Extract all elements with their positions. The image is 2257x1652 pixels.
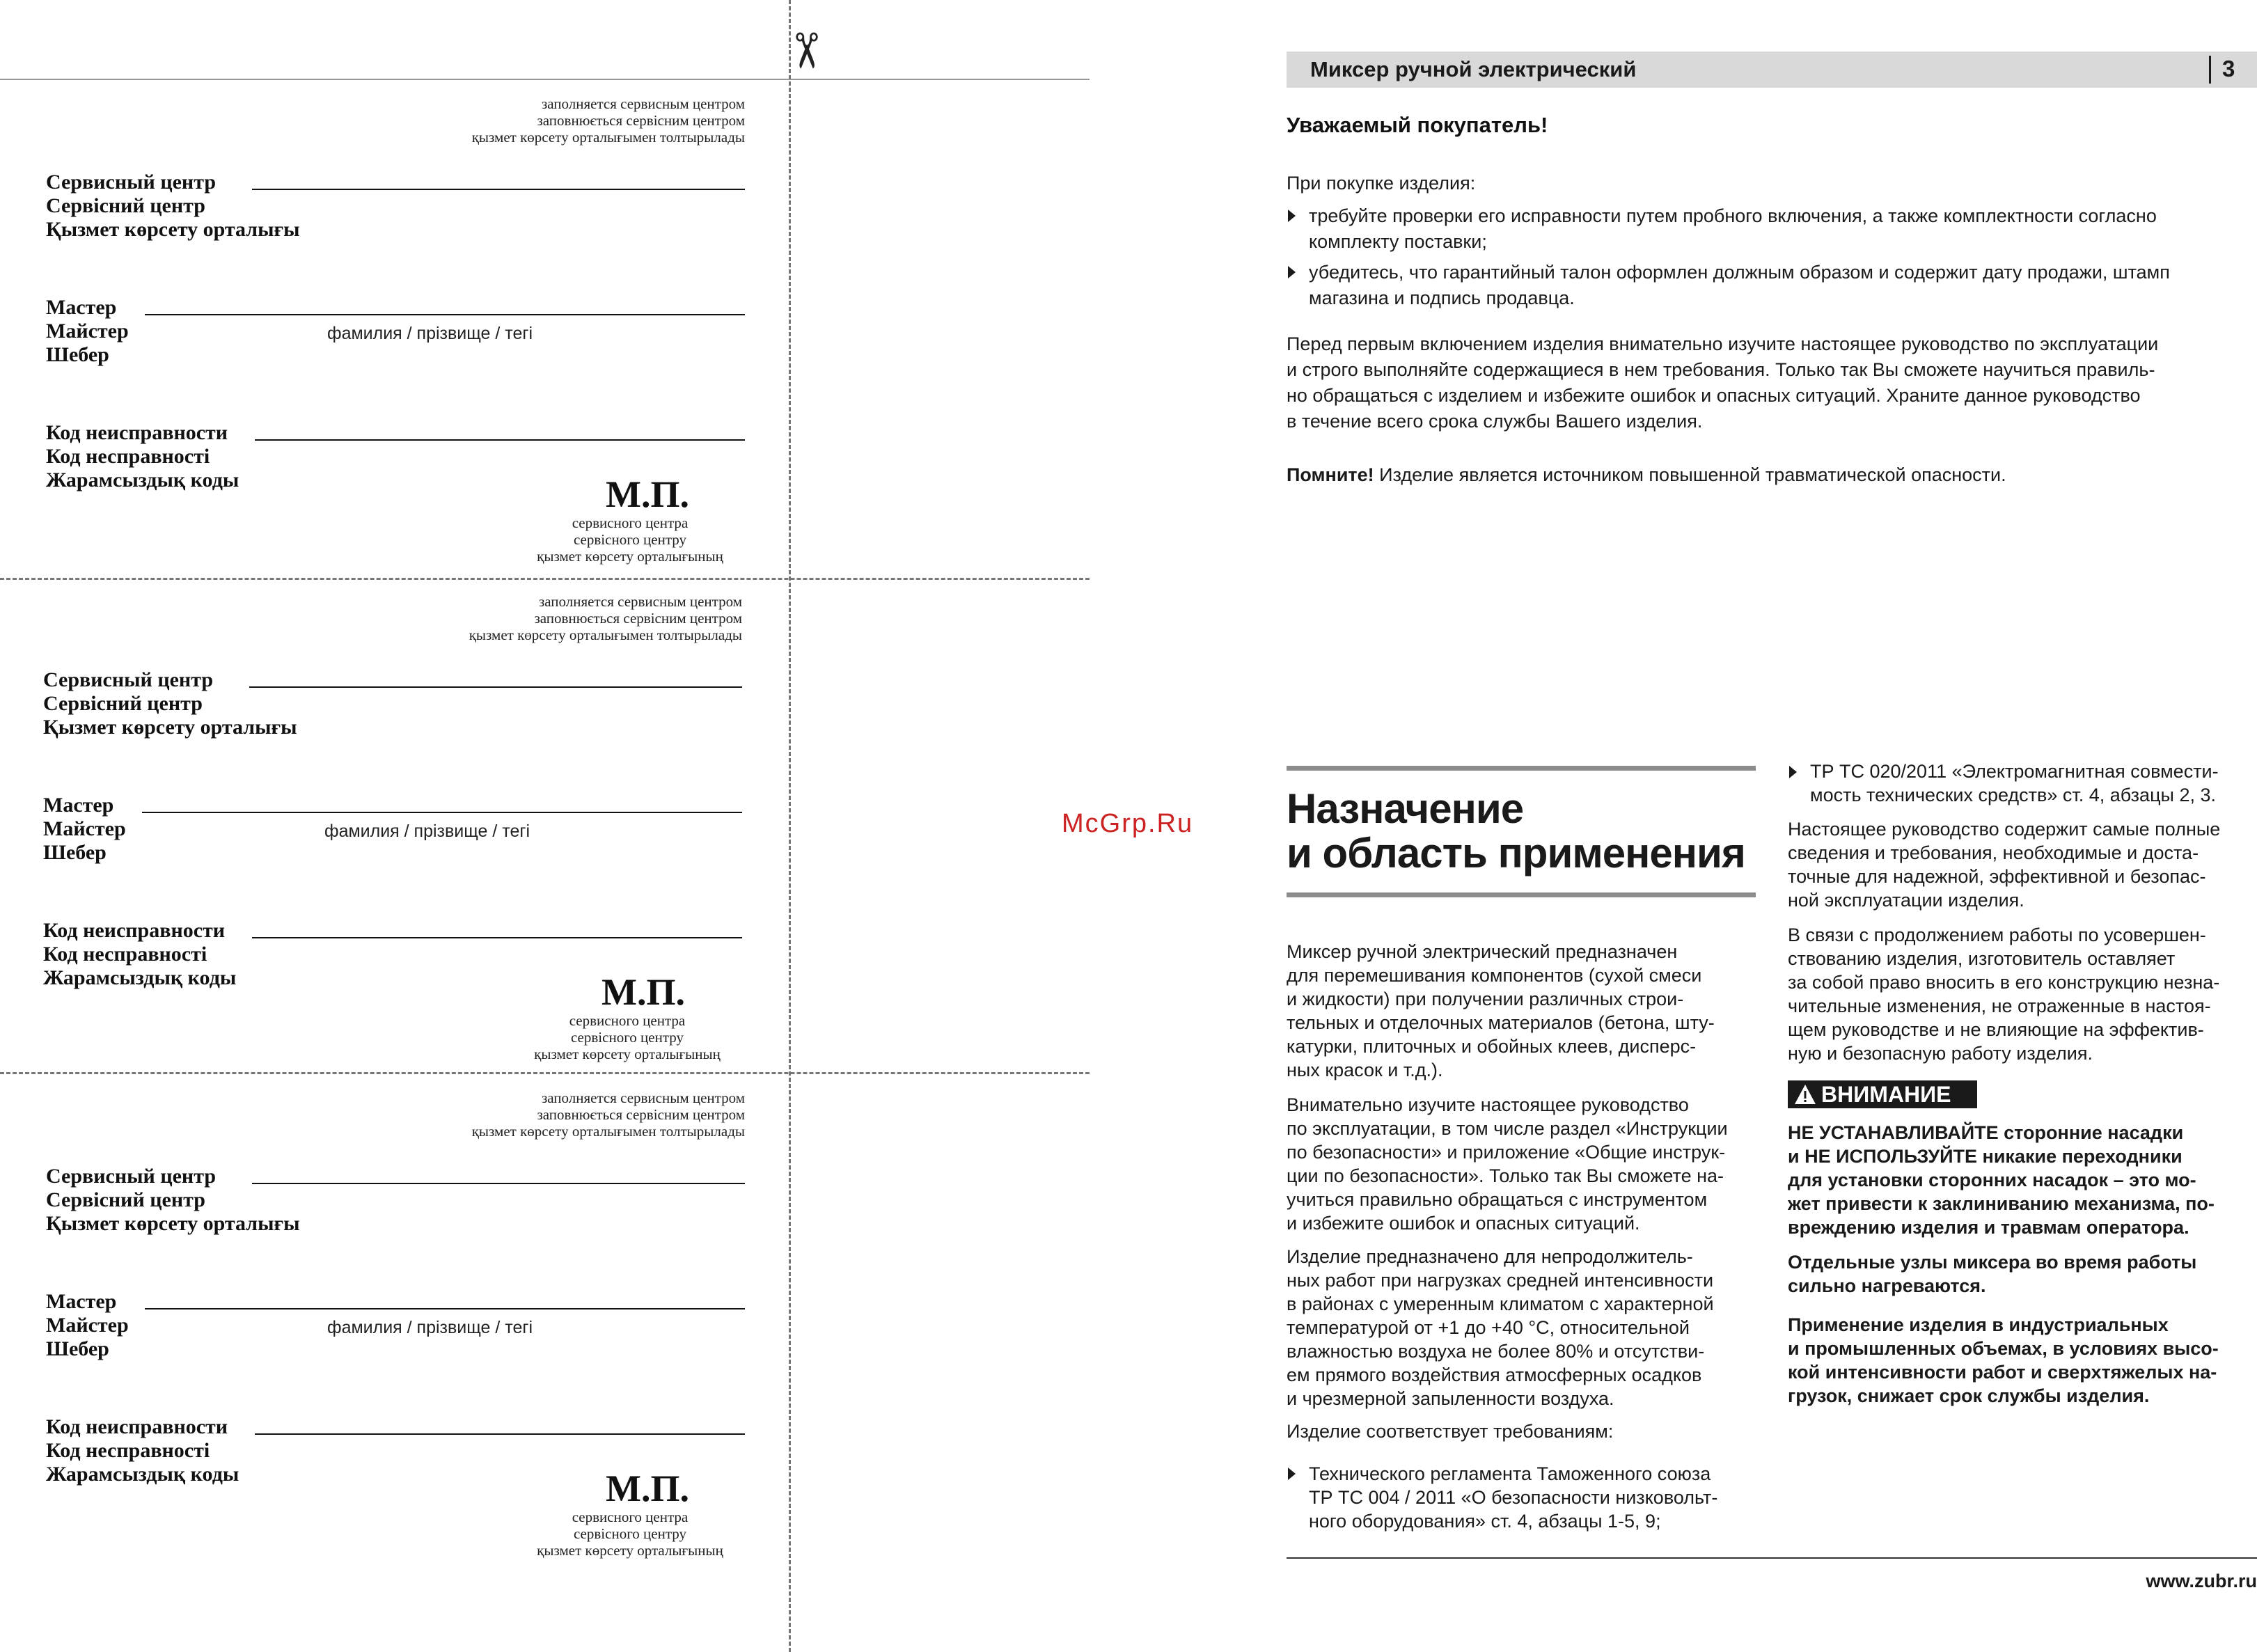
requirements-lead: Изделие соответствует требованиям: xyxy=(1287,1421,1614,1442)
intro-bullet: требуйте проверки его исправности путем пробного включения, а также комплектности согласно комплекту поставки; xyxy=(1309,205,2157,252)
section-paragraph: Изделие предназначено для непродолжитель- ных работ при нагрузках средней интенсивности в районах с умеренным климатом с характерной температурой от +1 до +40 °С, относительной влажностью воздуха не более 80% и отсутстви- ем прямого воздействия атмосферных осадков и чрезмерной запыленности воздуха. xyxy=(1287,1246,1714,1409)
service-center-label: Сервисный центр Сервісний центр Қызмет көрсету орталығы xyxy=(46,1165,300,1235)
fault-code-label: Код неисправности Код несправності Жарамсыздық коды xyxy=(46,421,239,491)
bullet-marker-icon xyxy=(1288,266,1296,278)
vertical-cut-line xyxy=(789,0,791,1652)
master-line xyxy=(145,1308,745,1309)
name-hint: фамилия / прізвище / тегі xyxy=(324,821,530,841)
intro-paragraph: Перед первым включением изделия внимательно изучите настоящее руководство по эксплуатации и строго выполняйте содержащиеся в нем требования. Только так Вы сможете научиться правиль- но обращаться с изделием и избежите ошибок и опасных ситуаций. Храните данное руководство в течение всего срока службы Вашего изделия. xyxy=(1287,333,2159,432)
bullet-marker-icon xyxy=(1288,1468,1296,1480)
warning-paragraph: Отдельные узлы миксера во время работы сильно нагреваются. xyxy=(1788,1252,2197,1296)
section-paragraph: Настоящее руководство содержит самые полные сведения и требования, необходимые и доста- точные для надежной, эффективной и безопас- ной эксплуатации изделия. xyxy=(1788,819,2221,911)
warning-badge: ВНИМАНИЕ xyxy=(1788,1080,1977,1108)
fault-code-line xyxy=(255,439,745,441)
fault-code-label: Код неисправности Код несправності Жарамсыздық коды xyxy=(43,919,237,989)
requirement-item: ТР ТС 020/2011 «Электромагнитная совмести- мость технических средств» ст. 4, абзацы 2, 3. xyxy=(1810,761,2219,805)
service-center-label: Сервисный центр Сервісний центр Қызмет көрсету орталығы xyxy=(46,171,300,241)
intro-lead: При покупке изделия: xyxy=(1287,173,1476,194)
stamp-mark: М.П. xyxy=(606,473,689,515)
section-title: Назначение и область применения xyxy=(1287,785,1745,876)
stamp-mark: М.П. xyxy=(601,971,685,1013)
bullet-marker-icon xyxy=(1789,766,1797,778)
stamp-mark: М.П. xyxy=(606,1468,689,1509)
remember-note: Помните! Изделие является источником повышенной травматической опасности. xyxy=(1287,464,2006,485)
page-header-title: Миксер ручной электрический xyxy=(1310,57,1637,81)
filled-by-service-note: заполняется сервисным центром заповнюється сервісним центром қызмет көрсету орталығымен толтырылады xyxy=(469,593,742,643)
footer-website-link[interactable]: www.zubr.ru xyxy=(2146,1571,2257,1591)
requirement-item: Технического регламента Таможенного союза ТР ТС 004 / 2011 «О безопасности низковольт- ного оборудования» ст. 4, абзацы 1-5, 9; xyxy=(1309,1463,1718,1532)
warranty-coupon xyxy=(0,80,766,567)
bullet-marker-icon xyxy=(1288,210,1296,222)
name-hint: фамилия / прізвище / тегі xyxy=(327,1318,533,1337)
section-paragraph: Внимательно изучите настоящее руководство по эксплуатации, в том числе раздел «Инструкции по безопасности» и приложение «Общие инструк- ции по безопасности». Только так Вы сможете на- учиться правильно обращаться с инструментом и избежите ошибок и опасных ситуаций. xyxy=(1287,1094,1728,1234)
warranty-coupon xyxy=(0,1074,766,1561)
section-rule-top xyxy=(1287,766,1756,771)
master-line xyxy=(145,314,745,315)
service-center-line xyxy=(252,189,745,190)
scissors-icon: ✂ xyxy=(777,30,835,72)
master-label: Мастер Майстер Шебер xyxy=(43,794,126,864)
footer-rule xyxy=(1287,1557,2257,1559)
section-paragraph: Миксер ручной электрический предназначен для перемешивания компонентов (сухой смеси и жидкости) при получении различных строи- тельных и отделочных материалов (бетона, шту- катурки, плиточных и обойных клеев, дисперс- ных красок и т.д.). xyxy=(1287,941,1715,1080)
service-center-line xyxy=(252,1183,745,1184)
stamp-note: сервисного центра сервісного центру қызмет көрсету орталығының xyxy=(534,1012,721,1062)
warning-paragraph: Применение изделия в индустриальных и промышленных объемах, в условиях высо- кой интенсивности работ и сверхтяжелых на- грузок, снижает срок службы изделия. xyxy=(1788,1314,2219,1406)
master-label: Мастер Майстер Шебер xyxy=(46,296,129,366)
header-separator xyxy=(2209,56,2211,84)
warning-paragraph: НЕ УСТАНАВЛИВАЙТЕ сторонние насадки и НЕ ИСПОЛЬЗУЙТЕ никакие переходники для установки сторонних насадок – это мо- жет привести к заклиниванию механизма, по- вреждению изделия и травмам оператора. xyxy=(1788,1122,2215,1238)
section-rule-bottom xyxy=(1287,892,1756,897)
name-hint: фамилия / прізвище / тегі xyxy=(327,324,533,343)
page-number: 3 xyxy=(2222,56,2235,81)
fault-code-line xyxy=(255,1433,745,1435)
stamp-note: сервисного центра сервісного центру қызмет көрсету орталығының xyxy=(537,1509,723,1559)
filled-by-service-note: заполняется сервисным центром заповнюється сервісним центром қызмет көрсету орталығымен толтырылады xyxy=(471,1089,745,1140)
warranty-coupon xyxy=(0,578,766,1065)
section-paragraph: В связи с продолжением работы по усовершен- ствованию изделия, изготовитель оставляет за собой право вносить в его конструкцию незна- чительные изменения, не отраженные в настоя- щем руководстве и не влияющие на эффектив- ную и безопасную работу изделия. xyxy=(1788,925,2220,1064)
greeting: Уважаемый покупатель! xyxy=(1287,113,1548,137)
watermark: McGrp.Ru xyxy=(1062,809,1194,838)
service-center-line xyxy=(249,686,742,688)
fault-code-label: Код неисправности Код несправності Жарамсыздық коды xyxy=(46,1415,239,1486)
master-line xyxy=(142,812,742,813)
filled-by-service-note: заполняется сервисным центром заповнюється сервісним центром қызмет көрсету орталығымен толтырылады xyxy=(471,95,745,145)
master-label: Мастер Майстер Шебер xyxy=(46,1290,129,1360)
intro-bullet: убедитесь, что гарантийный талон оформлен должным образом и содержит дату продажи, штамп магазина и подпись продавца. xyxy=(1309,262,2170,308)
warning-triangle-icon xyxy=(1793,1083,1817,1106)
fault-code-line xyxy=(252,937,742,938)
service-center-label: Сервисный центр Сервісний центр Қызмет көрсету орталығы xyxy=(43,668,297,739)
stamp-note: сервисного центра сервісного центру қызмет көрсету орталығының xyxy=(537,514,723,565)
